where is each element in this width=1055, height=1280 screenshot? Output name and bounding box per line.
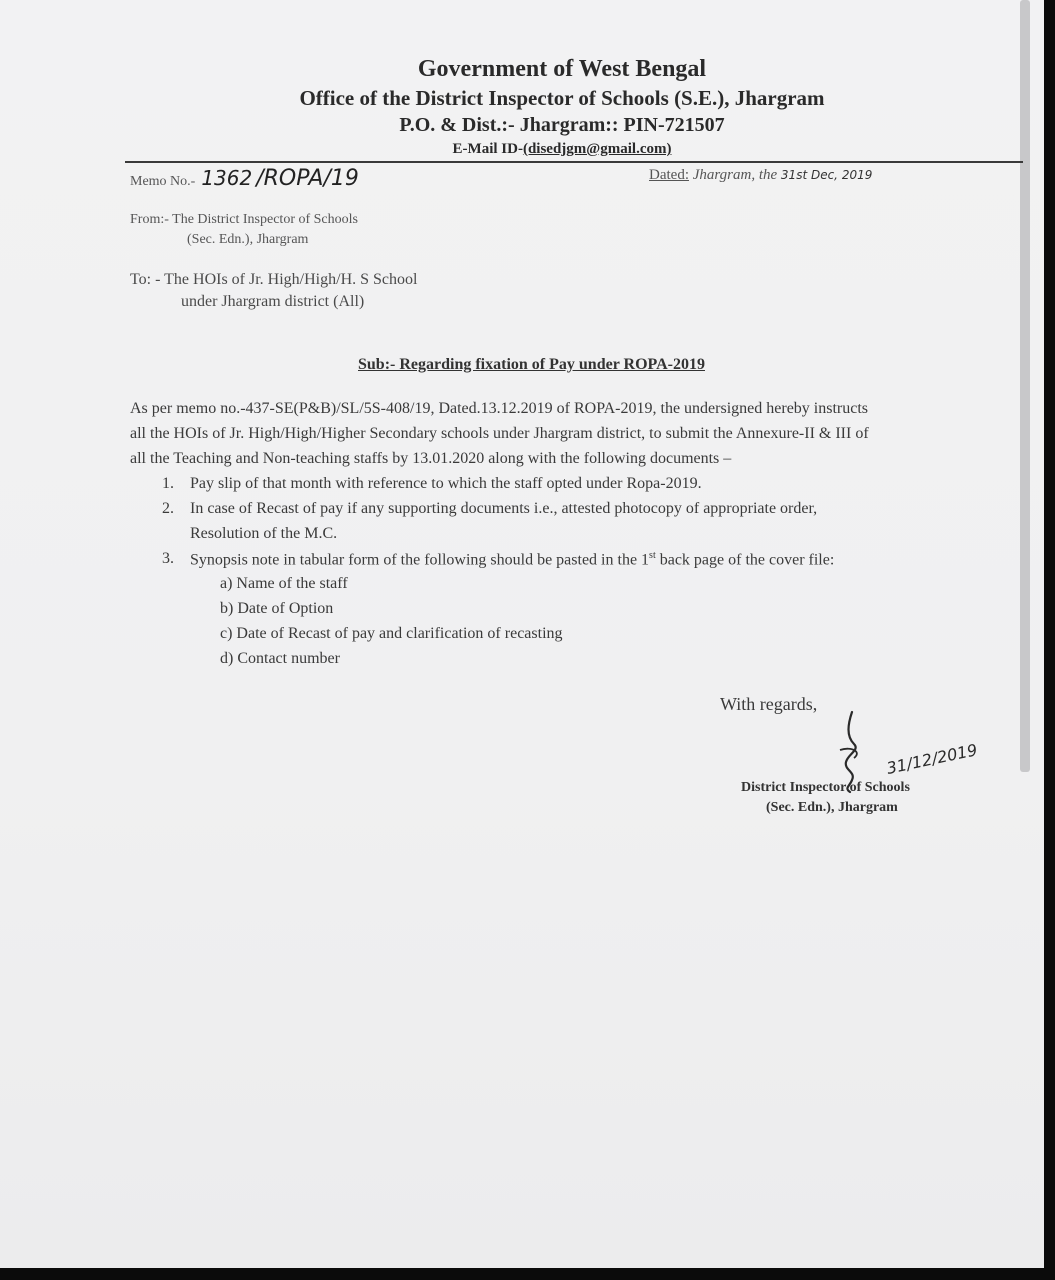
body-line-2: all the HOIs of Jr. High/High/Higher Secondary schools under Jhargram district, to submit the Annexure-II & III of [130, 425, 869, 442]
memo-label: Memo No.- [130, 174, 196, 189]
dated-label: Dated: [649, 167, 689, 183]
dated-place: Jhargram, the [688, 167, 781, 183]
header-divider [125, 161, 1023, 163]
dated-handwritten: 31st Dec, 2019 [780, 168, 873, 182]
memo-number-handwritten: 1362 [201, 166, 253, 190]
to-line-1: To: - The HOIs of Jr. High/High/H. S School [130, 271, 418, 288]
signatory-title: District Inspector of Schools [741, 780, 910, 795]
list-item-text-b: back page of the cover file: [655, 551, 835, 569]
list-item-number: 1. [162, 475, 174, 492]
body-line-3: all the Teaching and Non-teaching staffs by 13.01.2020 along with the following documents – [130, 450, 732, 467]
from-line-2: (Sec. Edn.), Jhargram [187, 232, 309, 247]
closing-regards: With regards, [720, 694, 818, 714]
sublist-item: d) Contact number [220, 650, 340, 667]
header-address: P.O. & Dist.:- Jhargram:: PIN-721507 [399, 114, 725, 136]
sublist-item: c) Date of Recast of pay and clarification of recasting [220, 625, 563, 642]
from-line-1: From:- The District Inspector of Schools [130, 212, 358, 227]
signatory-dept: (Sec. Edn.), Jhargram [766, 800, 898, 815]
email-address: (disedjgm@gmail.com) [522, 141, 672, 157]
list-item-text-a: Synopsis note in tabular form of the following should be pasted in the 1 [190, 551, 650, 569]
list-item-text-continued: Resolution of the M.C. [190, 525, 338, 542]
dated-line [649, 167, 872, 184]
list-item-number: 2. [162, 500, 174, 517]
memo-ref-handwritten: /ROPA/19 [256, 166, 359, 191]
signature-date: 31/12/2019 [884, 740, 980, 778]
header-email [0, 141, 1055, 158]
sublist-item: a) Name of the staff [220, 575, 348, 592]
subject-line: Sub:- Regarding fixation of Pay under ROPA-2019 [358, 356, 705, 373]
header-office: Office of the District Inspector of Schools (S.E.), Jhargram [299, 86, 825, 110]
memo-number [130, 166, 359, 191]
to-line-2: under Jhargram district (All) [181, 293, 365, 310]
email-prefix: E-Mail ID- [452, 141, 523, 157]
header-government: Government of West Bengal [417, 56, 707, 82]
list-item-text: Pay slip of that month with reference to which the staff opted under Ropa-2019. [190, 475, 702, 492]
superscript: st [649, 550, 656, 561]
list-item-number: 3. [162, 550, 174, 567]
list-item-text: In case of Recast of pay if any supporting documents i.e., attested photocopy of appropriate order, [190, 500, 818, 517]
list-item-text [190, 550, 834, 569]
body-line-1: As per memo no.-437-SE(P&B)/SL/5S-408/19, Dated.13.12.2019 of ROPA-2019, the undersigned hereby instructs [130, 400, 869, 417]
sublist-item: b) Date of Option [220, 600, 334, 617]
